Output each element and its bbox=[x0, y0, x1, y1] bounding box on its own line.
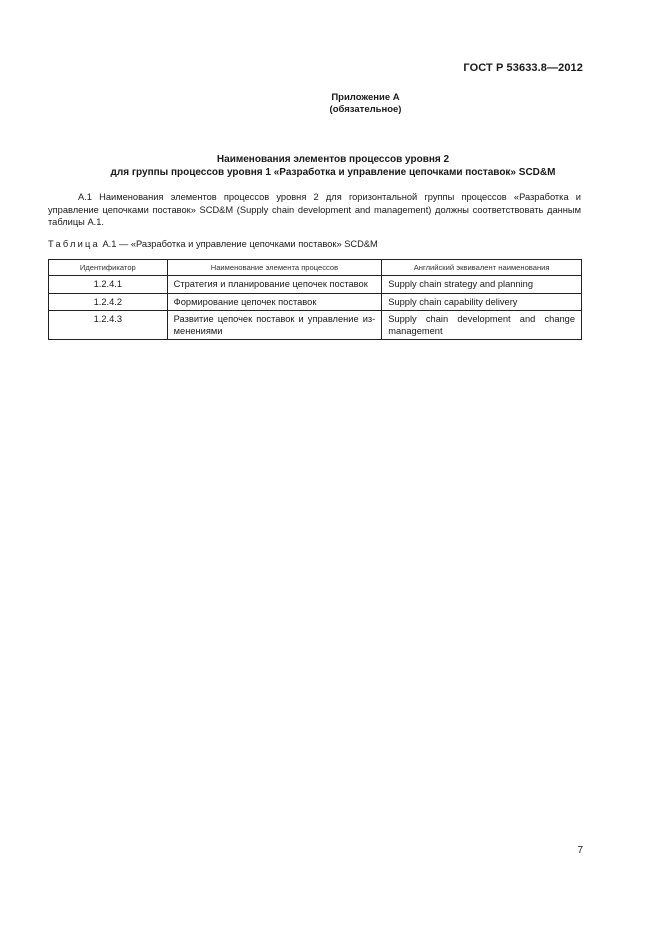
header-english: Английский эквивалент наименования bbox=[382, 260, 582, 276]
cell-id: 1.2.4.1 bbox=[49, 276, 168, 294]
appendix-subtitle: (обязательное) bbox=[329, 104, 402, 115]
cell-name: Формирование цепочек поставок bbox=[167, 293, 382, 311]
cell-name: Развитие цепочек поставок и управление из-менениями bbox=[167, 311, 382, 340]
body-paragraph: А.1 Наименования элементов процессов уровня 2 для горизонтальной группы процессов «Разработка и управление цепочками поставок» SCD&M (Supply chain development and management) должны соответствовать данным таблицы А.1. bbox=[48, 192, 581, 228]
header-id: Идентификатор bbox=[49, 260, 168, 276]
table-caption bbox=[48, 239, 378, 249]
appendix-heading bbox=[0, 92, 661, 116]
cell-id: 1.2.4.3 bbox=[49, 311, 168, 340]
process-elements-table bbox=[48, 259, 582, 340]
header-name: Наименование элемента процессов bbox=[167, 260, 382, 276]
table-row bbox=[49, 311, 582, 340]
page-number: 7 bbox=[577, 845, 583, 856]
table-row bbox=[49, 293, 582, 311]
standard-code: ГОСТ Р 53633.8—2012 bbox=[463, 62, 583, 74]
appendix-title: Приложение А bbox=[331, 92, 400, 103]
section-title bbox=[48, 153, 618, 179]
table-header-row bbox=[49, 260, 582, 276]
table-caption-word: Таблица bbox=[48, 239, 100, 249]
section-title-line1: Наименования элементов процессов уровня 2 bbox=[216, 154, 450, 165]
cell-english: Supply chain capability delivery bbox=[382, 293, 582, 311]
table-row bbox=[49, 276, 582, 294]
cell-id: 1.2.4.2 bbox=[49, 293, 168, 311]
table-caption-text: А.1 — «Разработка и управление цепочками поставок» SCD&M bbox=[99, 239, 378, 249]
cell-english: Supply chain strategy and planning bbox=[382, 276, 582, 294]
cell-english: Supply chain development and change management bbox=[382, 311, 582, 340]
cell-name: Стратегия и планирование цепочек поставок bbox=[167, 276, 382, 294]
section-title-line2: для группы процессов уровня 1 «Разработка и управление цепочками поставок» SCD&M bbox=[110, 167, 556, 178]
